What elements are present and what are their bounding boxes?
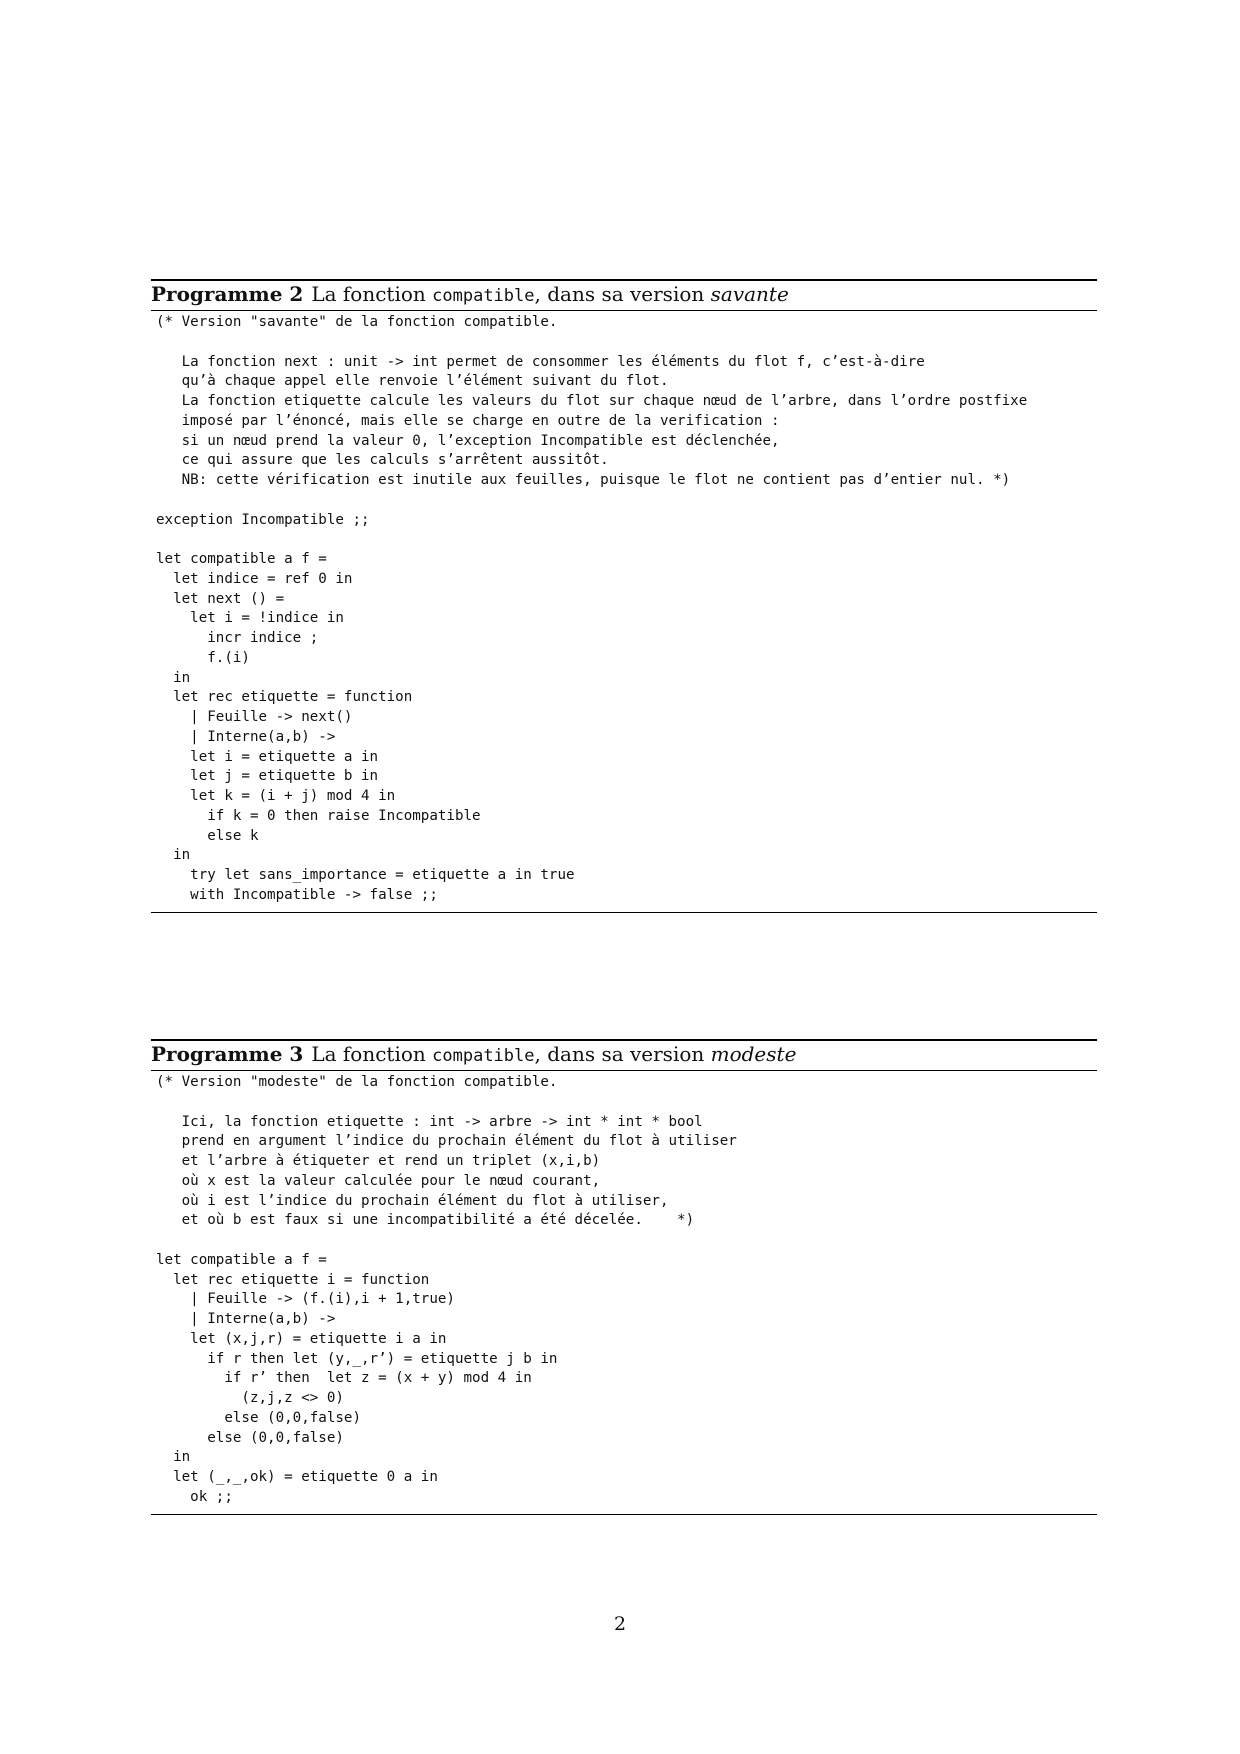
code-listing: (* Version "savante" de la fonction compatible. La fonction next : unit -> int permet de consommer les éléments du flot f, c’est-à-dire qu’à chaque appel elle renvoie l’élément suivant du flot. La fonction etiquette calcule les valeurs du flot sur chaque nœud de l’arbre, dans l’ordre postfixe imposé par l’énoncé, mais elle se charge en outre de la verification : si un nœud prend la valeur 0, l’exception Incompatible est déclenchée, ce qui assure que les calculs s’arrêtent aussitôt. NB: cette vérification est inutile aux feuilles, puisque le flot ne contient pas d’entier nul. *) exception Incompatible ;; let compatible a f = let indice = ref 0 in let next () = let i = !indice in incr indice ; f.(i) in let rec etiquette = function | Feuille -> next() | Interne(a,b) -> let i = etiquette a in let j = etiquette b in let k = (i + j) mod 4 in if k = 0 then raise Incompatible else k in try let sans_importance = etiquette a in true with Incompatible -> false ;; <box>156 314 1028 903</box>
caption-text: , dans sa version <box>534 1042 711 1066</box>
caption-text: La fonction <box>311 1042 433 1066</box>
programme-3-block <box>151 1039 1097 1515</box>
programme-caption <box>151 281 1097 310</box>
caption-text: , dans sa version <box>534 282 711 306</box>
code-listing: (* Version "modeste" de la fonction compatible. Ici, la fonction etiquette : int -> arbre -> int * int * bool prend en argument l’indice du prochain élément du flot à utiliser et l’arbre à étiqueter et rend un triplet (x,i,b) où x est la valeur calculée pour le nœud courant, où i est l’indice du prochain élément du flot à utiliser, et où b est faux si une incompatibilité a été décelée. *) let compatible a f = let rec etiquette i = function | Feuille -> (f.(i),i + 1,true) | Interne(a,b) -> let (x,j,r) = etiquette i a in if r then let (y,_,r’) = etiquette j b in if r’ then let z = (x + y) mod 4 in (z,j,z <> 0) else (0,0,false) else (0,0,false) in let (_,_,ok) = etiquette 0 a in ok ;; <box>156 1074 737 1505</box>
caption-version: modeste <box>710 1042 797 1066</box>
bottom-rule <box>151 912 1097 913</box>
page-number: 2 <box>613 1613 627 1635</box>
caption-function-name: compatible <box>432 1046 535 1066</box>
caption-version: savante <box>710 282 789 306</box>
bottom-rule <box>151 1514 1097 1515</box>
programme-label: Programme 2 <box>151 282 304 306</box>
caption-text: La fonction <box>311 282 433 306</box>
caption-function-name: compatible <box>432 286 535 306</box>
programme-2-block <box>151 279 1097 913</box>
programme-caption <box>151 1041 1097 1070</box>
programme-label: Programme 3 <box>151 1042 304 1066</box>
